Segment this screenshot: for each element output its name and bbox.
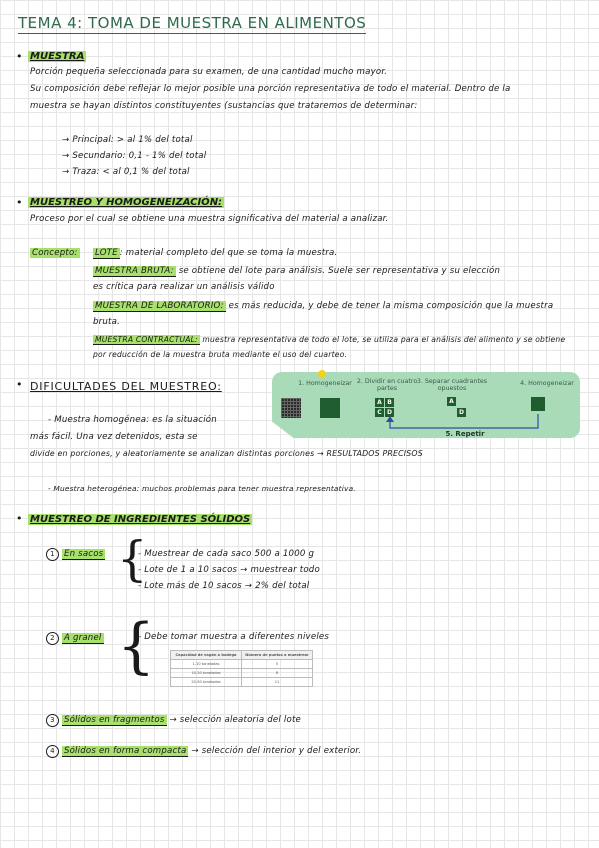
opposite-quadrant-d: D [457, 408, 466, 417]
table-cell: 8 [242, 669, 313, 678]
muestra-contractual-definition: muestra representativa de todo el lote, se utiliza para el análisis del alimento y se obtiene [199, 335, 566, 344]
muestreo-definition: Proceso por el cual se obtiene una muestra significativa del material a analizar. [30, 214, 389, 224]
bullet-dot: • [16, 512, 23, 525]
term-lote: LOTE [95, 248, 118, 258]
term-muestra-bruta: MUESTRA BRUTA: [95, 266, 174, 276]
a-granel-item [46, 632, 104, 645]
homogenized-sample [320, 398, 340, 418]
number-4-icon: 4 [46, 745, 59, 758]
quadrant-a: A [375, 398, 384, 407]
lote-definition: : material completo del que se toma la muestra. [119, 248, 338, 258]
muestra-contractual-definition-2: por reducción de la muestra bruta mediante el uso del cuarteo. [93, 350, 348, 359]
homogenea-line-3: divide en porciones, y aleatoriamente se analizan distintas porciones → RESULTADOS PRECISOS [30, 449, 423, 458]
muestra-bruta-definition-2: es crítica para realizar un análisis válido [93, 282, 275, 292]
table-cell: 5 [242, 660, 313, 669]
number-3-icon: 3 [46, 714, 59, 727]
bullet-dot: • [16, 378, 23, 391]
constituent-secundario: → Secundario: 0,1 - 1% del total [62, 151, 207, 161]
table-row [171, 669, 313, 678]
compacta-text: → selección del interior y del exterior. [191, 746, 362, 756]
sampling-points-table [170, 650, 313, 687]
compacta-item [46, 745, 361, 758]
constituent-traza: → Traza: < al 0,1 % del total [62, 167, 190, 177]
page-title: TEMA 4: TOMA DE MUESTRA EN ALIMENTOS [18, 14, 367, 32]
quadrant-d: D [385, 408, 394, 417]
table-header: Número de puntos a muestrear [242, 651, 313, 660]
quadrant-b: B [385, 398, 394, 407]
section-heading-dificultades: DIFICULTADES DEL MUESTREO: [30, 380, 222, 393]
section-heading-muestreo: MUESTREO Y HOMOGENEIZACIÓN: [30, 197, 223, 208]
concept-lote [93, 248, 337, 258]
diagram-step-4: 4. Homogeneizar [520, 380, 574, 387]
constituent-principal: → Principal: > al 1% del total [62, 135, 193, 145]
concept-muestra-contractual [93, 335, 565, 344]
compacta-label: Sólidos en forma compacta [63, 746, 187, 756]
en-sacos-item [46, 548, 105, 561]
number-2-icon: 2 [46, 632, 59, 645]
en-sacos-rule-1: - Muestrear de cada saco 500 a 1000 g [138, 549, 315, 559]
table-row [171, 660, 313, 669]
fragmentos-label: Sólidos en fragmentos [63, 715, 165, 725]
quadrant-c: C [375, 408, 384, 417]
muestra-line-1: Porción pequeña seleccionada para su examen, de una cantidad mucho mayor. [30, 67, 388, 77]
homogenea-line-2: más fácil. Una vez detenidos, esta se [30, 432, 198, 442]
term-muestra-laboratorio: MUESTRA DE LABORATORIO: [95, 301, 224, 311]
brace-icon: { [117, 611, 156, 681]
muestra-laboratorio-definition: es más reducida, y debe de tener la misma composición que la muestra [225, 301, 554, 311]
a-granel-rule: - Debe tomar muestra a diferentes niveles [138, 632, 330, 642]
term-muestra-contractual: MUESTRA CONTRACTUAL: [95, 335, 198, 344]
opposite-quadrant-a: A [447, 397, 456, 406]
diagram-step-2: 2. Dividir en cuatro partes [356, 378, 418, 392]
section-heading-muestra: MUESTRA [30, 51, 85, 62]
muestra-line-3: muestra se hayan distintos constituyentes (sustancias que trataremos de determinar: [30, 101, 418, 111]
section-heading-solidos: MUESTREO DE INGREDIENTES SÓLIDOS [30, 514, 251, 525]
diagram-step-1: 1. Homogeneizar [298, 380, 352, 387]
concept-label: Concepto: [32, 248, 78, 258]
bullet-dot: • [16, 196, 23, 209]
raw-sample-grid [281, 398, 301, 418]
en-sacos-rule-2: - Lote de 1 a 10 sacos → muestrear todo [138, 565, 320, 575]
table-cell: 10-20 toneladas [171, 669, 242, 678]
bullet-dot: • [16, 50, 23, 63]
heterogenea-line: - Muestra heterogénea: muchos problemas para tener muestra representativa. [48, 484, 356, 493]
table-row [171, 678, 313, 687]
concept-muestra-laboratorio [93, 301, 553, 311]
muestra-laboratorio-definition-2: bruta. [93, 317, 121, 327]
a-granel-label: A granel [63, 633, 102, 643]
final-homogenized-sample [531, 397, 545, 411]
en-sacos-rule-3: - Lote más de 10 sacos → 2% del total [138, 581, 310, 591]
table-header: Capacidad de vagón o bodega [171, 651, 242, 660]
brace-icon: { [117, 531, 148, 587]
fragmentos-text: → selección aleatoria del lote [169, 715, 302, 725]
diagram-step-5: 5. Repetir [445, 430, 485, 438]
table-cell: 11 [242, 678, 313, 687]
table-cell: 1-10 toneladas [171, 660, 242, 669]
fragmentos-item [46, 714, 301, 727]
number-1-icon: 1 [46, 548, 59, 561]
yellow-dot [318, 370, 326, 378]
homogenea-line-1: - Muestra homogénea: es la situación [48, 415, 217, 425]
diagram-step-3: 3. Separar cuadrantes opuestos [416, 378, 488, 392]
en-sacos-label: En sacos [63, 549, 104, 559]
muestra-line-2: Su composición debe reflejar lo mejor posible una porción representativa de todo el material. Dentro de la [30, 84, 511, 94]
table-cell: 20-50 toneladas [171, 678, 242, 687]
muestra-bruta-definition: se obtiene del lote para análisis. Suele ser representativa y su elección [175, 266, 501, 276]
concept-muestra-bruta [93, 266, 500, 276]
